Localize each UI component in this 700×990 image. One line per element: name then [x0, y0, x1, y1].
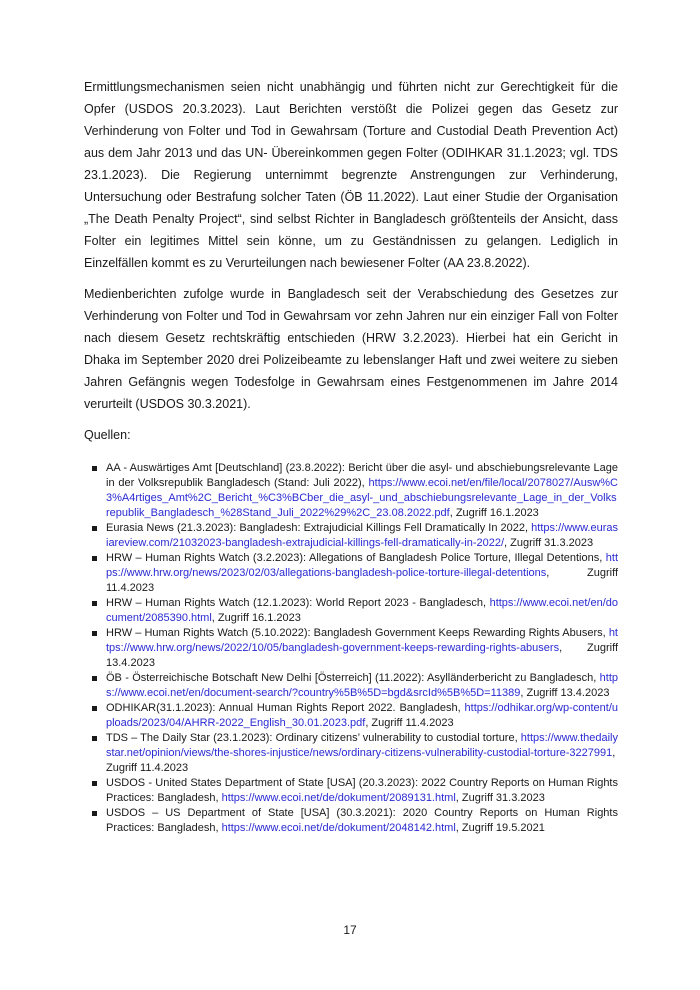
text-segment: HRW – Human Rights Watch (5.10.2022): Bangladesh Government Keeps Rewarding Rights Abusers,: [106, 627, 609, 639]
text-segment: , Zugriff 11.4.2023: [106, 747, 616, 774]
bullet-square-icon: [92, 811, 97, 816]
source-item: [84, 461, 618, 521]
text-segment: , Zugriff 13.4.2023: [106, 642, 618, 669]
source-item: [84, 551, 618, 596]
bullet-square-icon: [92, 736, 97, 741]
source-link[interactable]: https://www.hrw.org/news/2023/02/03/allegations-bangladesh-police-torture-illegal-detentions: [106, 552, 618, 579]
text-segment: , Zugriff 16.1.2023: [449, 507, 539, 519]
text-segment: , Zugriff 11.4.2023: [106, 567, 618, 594]
text-segment: Ermittlungsmechanismen seien nicht unabhängig und führten nicht zur Gerechtigkeit für die Opfer (USDOS 20.3.2023). Laut Berichten verstößt die Polizei gegen das Gesetz zur Verhinderung von Folter und Tod in Gewahrsam (Torture and Custodial Death Prevention Act) aus dem Jahr 2013 und das UN- Übereinkommen gegen Folter (ODIHKAR 31.1.2023; vgl. TDS 23.1.2023). Die Regierung unternimmt begrenzte Anstrengungen zur Verhinderung, Untersuchung oder Bestrafung solcher Taten (ÖB 11.2022). Laut einer Studie der Organisation „The Death Penalty Project“, sind selbst Richter in Bangladesch größtenteils der Ansicht, dass Folter ein legitimes Mittel sein könne, um zu Geständnissen zu gelangen. Lediglich in Einzelfällen kommt es zu Verurteilungen nach bewiesener Folter (AA 23.8.2022).: [84, 80, 618, 270]
text-segment: Eurasia News (21.3.2023): Bangladesh: Extrajudicial Killings Fell Dramatically In 2022,: [106, 522, 532, 534]
text-segment: , Zugriff 31.3.2023: [455, 792, 545, 804]
bullet-square-icon: [92, 466, 97, 471]
bullet-square-icon: [92, 556, 97, 561]
source-item: [84, 731, 618, 776]
text-segment: , Zugriff 31.3.2023: [504, 537, 594, 549]
text-segment: , Zugriff 16.1.2023: [211, 612, 301, 624]
source-link[interactable]: https://www.ecoi.net/de/dokument/2089131.html: [221, 792, 456, 804]
text-segment: AA - Auswärtiges Amt [Deutschland] (23.8.2022): Bericht über die asyl- und abschiebungsrelevante Lage in der Volksrepublik Bangladesch (Stand: Juli 2022),: [106, 462, 618, 489]
source-link[interactable]: https://www.eurasiareview.com/21032023-bangladesh-extrajudicial-killings-fell-dramatically-in-2022/: [106, 522, 618, 549]
text-segment: , Zugriff 13.4.2023: [520, 687, 610, 699]
source-item: [84, 596, 618, 626]
source-item: [84, 701, 618, 731]
page-number: 17: [343, 923, 357, 937]
text-segment: HRW – Human Rights Watch (12.1.2023): World Report 2023 - Bangladesch,: [106, 597, 490, 609]
bullet-square-icon: [92, 526, 97, 531]
text-segment: , Zugriff 11.4.2023: [365, 717, 454, 729]
source-link[interactable]: https://www.ecoi.net/en/file/local/2078027/Ausw%C3%A4rtiges_Amt%2C_Bericht_%C3%BCber_die_asyl-_und_abschiebungsrelevante_Lage_in_der_Volksrepublik_Bangladesch_%28Stand_Juli_2022%29%2C_23.08.2022.pdf: [106, 477, 618, 519]
source-link[interactable]: https://www.hrw.org/news/2022/10/05/bangladesh-government-keeps-rewarding-rights-abusers: [106, 627, 618, 654]
body-paragraph-2: [84, 283, 618, 415]
text-segment: ODHIKAR(31.1.2023): Annual Human Rights Report 2022. Bangladesh,: [106, 702, 465, 714]
source-item: [84, 521, 618, 551]
text-segment: ÖB - Österreichische Botschaft New Delhi [Österreich] (11.2022): Asylländerbericht zu Bangladesch,: [106, 672, 600, 684]
page-content: [84, 76, 618, 836]
source-item: [84, 806, 618, 836]
bullet-square-icon: [92, 631, 97, 636]
bullet-square-icon: [92, 601, 97, 606]
text-segment: TDS – The Daily Star (23.1.2023): Ordinary citizens’ vulnerability to custodial torture,: [106, 732, 521, 744]
source-item: [84, 776, 618, 806]
bullet-square-icon: [92, 781, 97, 786]
source-link[interactable]: https://www.thedailystar.net/opinion/views/the-shores-injustice/news/ordinary-citizens-vulnerability-custodial-torture-3227991: [106, 732, 618, 759]
text-segment: , Zugriff 19.5.2021: [455, 822, 545, 834]
sources-heading: Quellen:: [84, 428, 131, 442]
source-item: [84, 671, 618, 701]
body-paragraph-1: [84, 76, 618, 274]
text-segment: Medienberichten zufolge wurde in Bangladesch seit der Verabschiedung des Gesetzes zur Verhinderung von Folter und Tod in Gewahrsam vor zehn Jahren nur ein einziger Fall von Folter nach diesem Gesetz rechtskräftig entschieden (HRW 3.2.2023). Hierbei hat ein Gericht in Dhaka im September 2020 drei Polizeibeamte zu lebenslanger Haft und zwei weitere zu sieben Jahren Gefängnis wegen Todesfolge in Gewahrsam eines Festgenommenen im Jahre 2014 verurteilt (USDOS 30.3.2021).: [84, 287, 618, 411]
source-link[interactable]: https://www.ecoi.net/en/document/2085390.html: [106, 597, 618, 624]
sources-list: [84, 461, 618, 836]
text-segment: USDOS - United States Department of State [USA] (20.3.2023): 2022 Country Reports on Human Rights Practices: Bangladesh,: [106, 777, 618, 804]
source-link[interactable]: https://www.ecoi.net/en/document-search/?country%5B%5D=bgd&srcId%5B%5D=11389: [106, 672, 618, 699]
source-item: [84, 626, 618, 671]
source-link[interactable]: https://odhikar.org/wp-content/uploads/2023/04/AHRR-2022_English_30.01.2023.pdf: [106, 702, 618, 729]
bullet-square-icon: [92, 706, 97, 711]
source-link[interactable]: https://www.ecoi.net/de/dokument/2048142.html: [221, 822, 456, 834]
text-segment: USDOS – US Department of State [USA] (30.3.2021): 2020 Country Reports on Human Rights Practices: Bangladesh,: [106, 807, 618, 834]
text-segment: HRW – Human Rights Watch (3.2.2023): Allegations of Bangladesh Police Torture, Illegal Detentions,: [106, 552, 606, 564]
bullet-square-icon: [92, 676, 97, 681]
body-paragraphs: [84, 76, 618, 415]
